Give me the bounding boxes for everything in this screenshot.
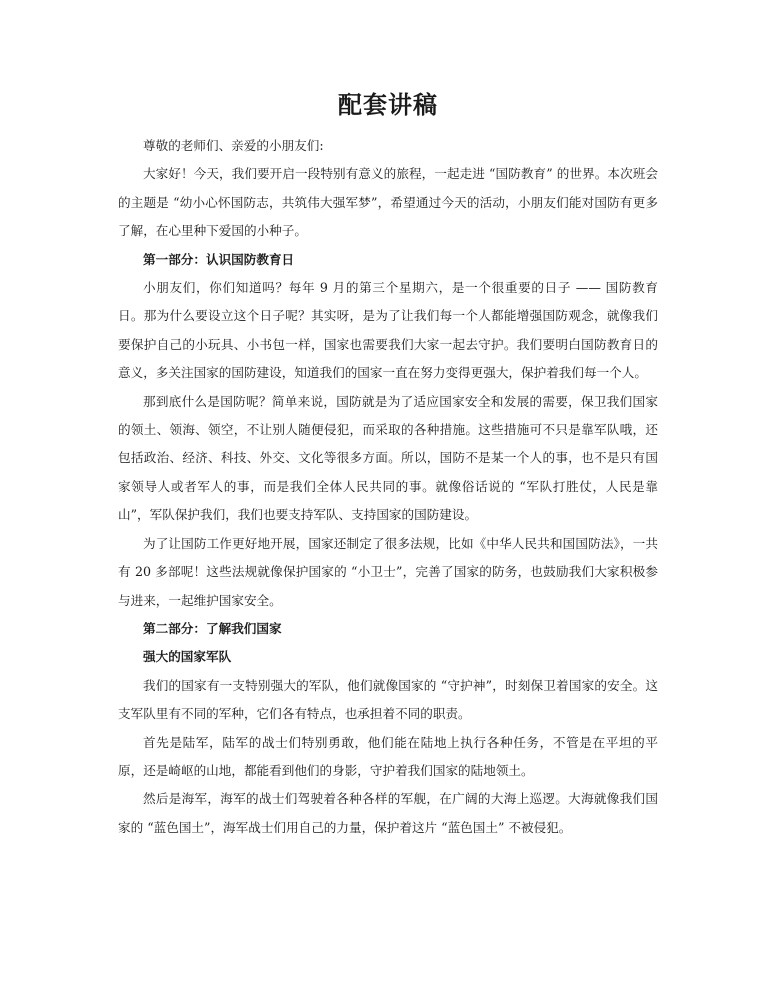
part2-paragraph-2: 首先是陆军，陆军的战士们特别勇敢，他们能在陆地上执行各种任务，不管是在平坦的平原，还是崎岖的山地，都能看到他们的身影，守护着我们国家的陆地领土。 [118, 734, 658, 778]
part2-paragraph-1: 我们的国家有一支特别强大的军队，他们就像国家的 “守护神”，时刻保卫着国家的安全。这支军队里有不同的军种，它们各有特点，也承担着不同的职责。 [118, 677, 658, 722]
greeting: 尊敬的老师们、亲爱的小朋友们: [143, 138, 324, 153]
part2-subheading: 强大的国家军队 [143, 649, 232, 665]
part1-paragraph-3: 为了让国防工作更好地开展，国家还制定了很多法规，比如《中华人民共和国国防法》，一共有 20 多部呢！这些法规就像保护国家的 “小卫士”，完善了国家的防务，也鼓励我们大家积极参与进来，一起维护国家安全。 [118, 535, 658, 608]
intro-paragraph: 大家好！今天，我们要开启一段特别有意义的旅程，一起走进 “国防教育” 的世界。本次班会的主题是 “幼小心怀国防志，共筑伟大强军梦”，希望通过今天的活动，小朋友们能对国防有更多了解，在心里种下爱国的小种子。 [118, 166, 658, 239]
part1-paragraph-1: 小朋友们，你们知道吗？每年 9 月的第三个星期六，是一个很重要的日子 —— 国防教育日。那为什么要设立这个日子呢？其实呀，是为了让我们每一个人都能增强国防观念，就像我们要保护自己的小玩具、小书包一样，国家也需要我们大家一起去守护。我们要明白国防教育日的意义，多关注国家的国防建设，知道我们的国家一直在努力变得更强大，保护着我们每一个人。 [118, 280, 658, 381]
part2-heading: 第二部分：了解我们国家 [143, 620, 282, 636]
part1-heading: 第一部分：认识国防教育日 [143, 251, 295, 267]
page-title: 配套讲稿 [338, 90, 438, 119]
part1-paragraph-2: 那到底什么是国防呢？简单来说，国防就是为了适应国家安全和发展的需要，保卫我们国家的领土、领海、领空，不让别人随便侵犯，而采取的各种措施。这些措施可不只是靠军队哦，还包括政治、经济、科技、外交、文化等很多方面。所以，国防不是某一个人的事，也不是只有国家领导人或者军人的事，而是我们全体人民共同的事。就像俗话说的 “军队打胜仗，人民是靠山”，军队保护我们，我们也要支持军队、支持国家的国防建设。 [118, 393, 658, 523]
part2-paragraph-3: 然后是海军，海军的战士们驾驶着各种各样的军舰，在广阔的大海上巡逻。大海就像我们国家的 “蓝色国土”，海军战士们用自己的力量，保护着这片 “蓝色国土” 不被侵犯。 [118, 791, 658, 835]
